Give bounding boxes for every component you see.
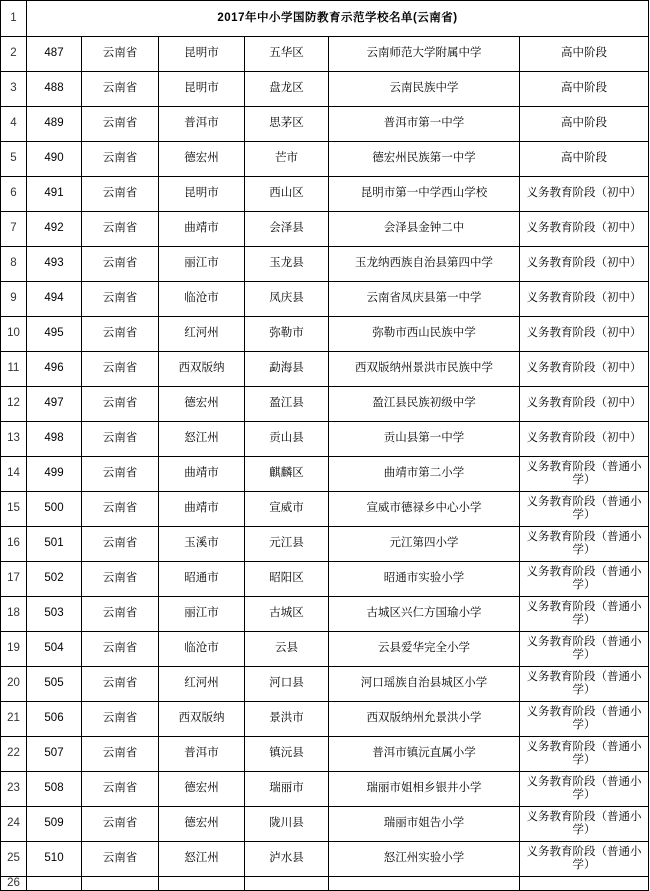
- cell-province[interactable]: 云南省: [82, 317, 159, 352]
- cell-stage[interactable]: 义务教育阶段（普通小学）: [520, 632, 649, 667]
- cell-stage[interactable]: 高中阶段: [520, 72, 649, 107]
- cell-code[interactable]: 489: [27, 107, 82, 142]
- cell-city[interactable]: 德宏州: [159, 807, 245, 842]
- table-row: [1, 107, 649, 142]
- cell-school[interactable]: 元江第四小学: [329, 527, 520, 562]
- cell-district[interactable]: 镇沅县: [245, 737, 329, 772]
- cell-code[interactable]: 507: [27, 737, 82, 772]
- row-header[interactable]: 9: [1, 282, 27, 317]
- row-header[interactable]: 6: [1, 177, 27, 212]
- cell-school[interactable]: 普洱市第一中学: [329, 107, 520, 142]
- table-row: [1, 247, 649, 282]
- cell-province[interactable]: 云南省: [82, 352, 159, 387]
- cell-stage[interactable]: 义务教育阶段（普通小学）: [520, 737, 649, 772]
- cell-code[interactable]: 504: [27, 632, 82, 667]
- cell-school[interactable]: 云县爱华完全小学: [329, 632, 520, 667]
- cell-code[interactable]: 498: [27, 422, 82, 457]
- table-row: [1, 807, 649, 842]
- cell-district[interactable]: 五华区: [245, 37, 329, 72]
- cell-district[interactable]: 思茅区: [245, 107, 329, 142]
- cell-province[interactable]: 云南省: [82, 772, 159, 807]
- row-header[interactable]: 23: [1, 772, 27, 807]
- cell-province[interactable]: 云南省: [82, 457, 159, 492]
- row-header[interactable]: 13: [1, 422, 27, 457]
- row-header[interactable]: 7: [1, 212, 27, 247]
- cell-stage[interactable]: 义务教育阶段（普通小学）: [520, 597, 649, 632]
- cell-city[interactable]: 丽江市: [159, 597, 245, 632]
- cell-district[interactable]: 会泽县: [245, 212, 329, 247]
- cell-stage[interactable]: 义务教育阶段（普通小学）: [520, 807, 649, 842]
- cell-school[interactable]: 怒江州实验小学: [329, 842, 520, 877]
- cell-code[interactable]: 501: [27, 527, 82, 562]
- cell-province[interactable]: 云南省: [82, 177, 159, 212]
- cell-city[interactable]: 昆明市: [159, 37, 245, 72]
- cell-district[interactable]: 勐海县: [245, 352, 329, 387]
- cell-city[interactable]: 红河州: [159, 317, 245, 352]
- cell-school[interactable]: 德宏州民族第一中学: [329, 142, 520, 177]
- cell-code[interactable]: 508: [27, 772, 82, 807]
- cell-district[interactable]: 河口县: [245, 667, 329, 702]
- table-row: [1, 597, 649, 632]
- cell-district[interactable]: 元江县: [245, 527, 329, 562]
- row-header[interactable]: 20: [1, 667, 27, 702]
- row-header[interactable]: 12: [1, 387, 27, 422]
- row-header[interactable]: 1: [1, 1, 27, 37]
- cell-province[interactable]: 云南省: [82, 562, 159, 597]
- cell-stage[interactable]: 高中阶段: [520, 37, 649, 72]
- cell-province[interactable]: 云南省: [82, 422, 159, 457]
- cell-code[interactable]: 500: [27, 492, 82, 527]
- cell-province[interactable]: 云南省: [82, 597, 159, 632]
- table-row: [1, 877, 649, 891]
- cell-province[interactable]: 云南省: [82, 807, 159, 842]
- cell-stage[interactable]: 义务教育阶段（初中）: [520, 422, 649, 457]
- cell-city[interactable]: 红河州: [159, 667, 245, 702]
- cell-code[interactable]: 495: [27, 317, 82, 352]
- table-row: [1, 737, 649, 772]
- cell-province[interactable]: 云南省: [82, 387, 159, 422]
- page-title: 2017年中小学国防教育示范学校名单(云南省): [27, 1, 649, 37]
- table-row: [1, 142, 649, 177]
- row-header[interactable]: 16: [1, 527, 27, 562]
- cell-city[interactable]: 临沧市: [159, 282, 245, 317]
- cell-school[interactable]: 古城区兴仁方国瑜小学: [329, 597, 520, 632]
- cell-city[interactable]: 怒江州: [159, 422, 245, 457]
- cell-code[interactable]: 490: [27, 142, 82, 177]
- cell-code[interactable]: 497: [27, 387, 82, 422]
- cell-stage[interactable]: 义务教育阶段（普通小学）: [520, 562, 649, 597]
- cell-school[interactable]: 昆明市第一中学西山学校: [329, 177, 520, 212]
- row-header[interactable]: 18: [1, 597, 27, 632]
- cell-city[interactable]: 怒江州: [159, 842, 245, 877]
- table-row: [1, 772, 649, 807]
- cell-school[interactable]: 普洱市镇沅直属小学: [329, 737, 520, 772]
- cell-city[interactable]: 普洱市: [159, 107, 245, 142]
- cell-school[interactable]: 玉龙纳西族自治县第四中学: [329, 247, 520, 282]
- row-header[interactable]: 25: [1, 842, 27, 877]
- table-row: [1, 457, 649, 492]
- cell-city[interactable]: 玉溪市: [159, 527, 245, 562]
- row-header[interactable]: 24: [1, 807, 27, 842]
- cell-school[interactable]: 宣威市德禄乡中心小学: [329, 492, 520, 527]
- cell-school[interactable]: 贡山县第一中学: [329, 422, 520, 457]
- row-header[interactable]: 17: [1, 562, 27, 597]
- cell-stage[interactable]: 义务教育阶段（普通小学）: [520, 842, 649, 877]
- cell-district[interactable]: 弥勒市: [245, 317, 329, 352]
- cell-city[interactable]: 昭通市: [159, 562, 245, 597]
- cell-district[interactable]: 盈江县: [245, 387, 329, 422]
- cell-stage[interactable]: 义务教育阶段（普通小学）: [520, 702, 649, 737]
- cell-code[interactable]: 488: [27, 72, 82, 107]
- cell-school[interactable]: 瑞丽市姐告小学: [329, 807, 520, 842]
- cell-district[interactable]: 玉龙县: [245, 247, 329, 282]
- row-header[interactable]: 26: [1, 877, 27, 891]
- cell-stage[interactable]: 义务教育阶段（初中）: [520, 317, 649, 352]
- cell-code[interactable]: 502: [27, 562, 82, 597]
- cell-code[interactable]: 496: [27, 352, 82, 387]
- cell-stage[interactable]: 义务教育阶段（初中）: [520, 247, 649, 282]
- cell-code[interactable]: 506: [27, 702, 82, 737]
- table-row: [1, 177, 649, 212]
- cell-province[interactable]: 云南省: [82, 702, 159, 737]
- cell-district[interactable]: [245, 877, 329, 891]
- cell-code[interactable]: 491: [27, 177, 82, 212]
- table-row: [1, 632, 649, 667]
- row-header[interactable]: 15: [1, 492, 27, 527]
- table-row: [1, 212, 649, 247]
- table-row: [1, 842, 649, 877]
- cell-code[interactable]: 492: [27, 212, 82, 247]
- cell-province[interactable]: 云南省: [82, 282, 159, 317]
- table-row: [1, 667, 649, 702]
- cell-city[interactable]: 曲靖市: [159, 492, 245, 527]
- cell-district[interactable]: 麒麟区: [245, 457, 329, 492]
- cell-district[interactable]: 盘龙区: [245, 72, 329, 107]
- cell-district[interactable]: 瑞丽市: [245, 772, 329, 807]
- cell-province[interactable]: 云南省: [82, 247, 159, 282]
- table-row: [1, 492, 649, 527]
- cell-code[interactable]: 493: [27, 247, 82, 282]
- row-header[interactable]: 2: [1, 37, 27, 72]
- cell-province[interactable]: 云南省: [82, 37, 159, 72]
- cell-stage[interactable]: 义务教育阶段（初中）: [520, 282, 649, 317]
- cell-province[interactable]: 云南省: [82, 492, 159, 527]
- cell-city[interactable]: 西双版纳: [159, 702, 245, 737]
- cell-district[interactable]: 芒市: [245, 142, 329, 177]
- cell-stage[interactable]: 义务教育阶段（普通小学）: [520, 492, 649, 527]
- cell-district[interactable]: 云县: [245, 632, 329, 667]
- cell-school[interactable]: 弥勒市西山民族中学: [329, 317, 520, 352]
- cell-province[interactable]: 云南省: [82, 632, 159, 667]
- cell-code[interactable]: 503: [27, 597, 82, 632]
- row-header[interactable]: 4: [1, 107, 27, 142]
- cell-district[interactable]: 昭阳区: [245, 562, 329, 597]
- table-row: [1, 387, 649, 422]
- cell-code[interactable]: 487: [27, 37, 82, 72]
- row-header[interactable]: 22: [1, 737, 27, 772]
- cell-school[interactable]: 河口瑶族自治县城区小学: [329, 667, 520, 702]
- cell-stage[interactable]: 高中阶段: [520, 142, 649, 177]
- row-header[interactable]: 11: [1, 352, 27, 387]
- cell-province[interactable]: [82, 877, 159, 891]
- cell-school[interactable]: 昭通市实验小学: [329, 562, 520, 597]
- cell-district[interactable]: 景洪市: [245, 702, 329, 737]
- cell-district[interactable]: 古城区: [245, 597, 329, 632]
- cell-city[interactable]: 曲靖市: [159, 457, 245, 492]
- cell-stage[interactable]: 义务教育阶段（普通小学）: [520, 457, 649, 492]
- cell-district[interactable]: 泸水县: [245, 842, 329, 877]
- table-row: [1, 317, 649, 352]
- cell-code[interactable]: 494: [27, 282, 82, 317]
- cell-district[interactable]: 西山区: [245, 177, 329, 212]
- cell-school[interactable]: 西双版纳州允景洪小学: [329, 702, 520, 737]
- cell-stage[interactable]: 高中阶段: [520, 107, 649, 142]
- cell-province[interactable]: 云南省: [82, 667, 159, 702]
- cell-code[interactable]: 505: [27, 667, 82, 702]
- table-row: [1, 527, 649, 562]
- cell-district[interactable]: 贡山县: [245, 422, 329, 457]
- table-row: [1, 72, 649, 107]
- cell-city[interactable]: [159, 877, 245, 891]
- cell-school[interactable]: 瑞丽市姐相乡银井小学: [329, 772, 520, 807]
- row-header[interactable]: 21: [1, 702, 27, 737]
- cell-school[interactable]: 会泽县金钟二中: [329, 212, 520, 247]
- cell-city[interactable]: 西双版纳: [159, 352, 245, 387]
- cell-stage[interactable]: 义务教育阶段（初中）: [520, 212, 649, 247]
- table-row: [1, 282, 649, 317]
- cell-school[interactable]: [329, 877, 520, 891]
- cell-city[interactable]: 临沧市: [159, 632, 245, 667]
- cell-city[interactable]: 曲靖市: [159, 212, 245, 247]
- cell-province[interactable]: 云南省: [82, 737, 159, 772]
- row-header[interactable]: 19: [1, 632, 27, 667]
- table-title-row: [1, 1, 649, 37]
- cell-city[interactable]: 丽江市: [159, 247, 245, 282]
- cell-school[interactable]: 西双版纳州景洪市民族中学: [329, 352, 520, 387]
- table-row: [1, 37, 649, 72]
- cell-province[interactable]: 云南省: [82, 142, 159, 177]
- cell-stage[interactable]: 义务教育阶段（普通小学）: [520, 772, 649, 807]
- cell-school[interactable]: 云南省凤庆县第一中学: [329, 282, 520, 317]
- cell-code[interactable]: [27, 877, 82, 891]
- cell-stage[interactable]: 义务教育阶段（普通小学）: [520, 527, 649, 562]
- cell-school[interactable]: 云南民族中学: [329, 72, 520, 107]
- cell-district[interactable]: 陇川县: [245, 807, 329, 842]
- table-row: [1, 562, 649, 597]
- table-row: [1, 702, 649, 737]
- cell-city[interactable]: 德宏州: [159, 142, 245, 177]
- row-header[interactable]: 10: [1, 317, 27, 352]
- cell-code[interactable]: 509: [27, 807, 82, 842]
- cell-school[interactable]: 盈江县民族初级中学: [329, 387, 520, 422]
- row-header[interactable]: 5: [1, 142, 27, 177]
- cell-city[interactable]: 昆明市: [159, 72, 245, 107]
- table-row: [1, 422, 649, 457]
- row-header[interactable]: 8: [1, 247, 27, 282]
- cell-stage[interactable]: 义务教育阶段（初中）: [520, 387, 649, 422]
- cell-stage[interactable]: 义务教育阶段（初中）: [520, 352, 649, 387]
- cell-school[interactable]: 云南师范大学附属中学: [329, 37, 520, 72]
- row-header[interactable]: 14: [1, 457, 27, 492]
- cell-district[interactable]: 凤庆县: [245, 282, 329, 317]
- cell-code[interactable]: 499: [27, 457, 82, 492]
- cell-city[interactable]: 德宏州: [159, 772, 245, 807]
- table-row: [1, 352, 649, 387]
- cell-district[interactable]: 宣威市: [245, 492, 329, 527]
- cell-code[interactable]: 510: [27, 842, 82, 877]
- cell-province[interactable]: 云南省: [82, 527, 159, 562]
- cell-province[interactable]: 云南省: [82, 72, 159, 107]
- cell-stage[interactable]: [520, 877, 649, 891]
- cell-province[interactable]: 云南省: [82, 842, 159, 877]
- cell-city[interactable]: 昆明市: [159, 177, 245, 212]
- cell-city[interactable]: 普洱市: [159, 737, 245, 772]
- cell-city[interactable]: 德宏州: [159, 387, 245, 422]
- cell-school[interactable]: 曲靖市第二小学: [329, 457, 520, 492]
- row-header[interactable]: 3: [1, 72, 27, 107]
- cell-stage[interactable]: 义务教育阶段（初中）: [520, 177, 649, 212]
- cell-stage[interactable]: 义务教育阶段（普通小学）: [520, 667, 649, 702]
- cell-province[interactable]: 云南省: [82, 107, 159, 142]
- cell-province[interactable]: 云南省: [82, 212, 159, 247]
